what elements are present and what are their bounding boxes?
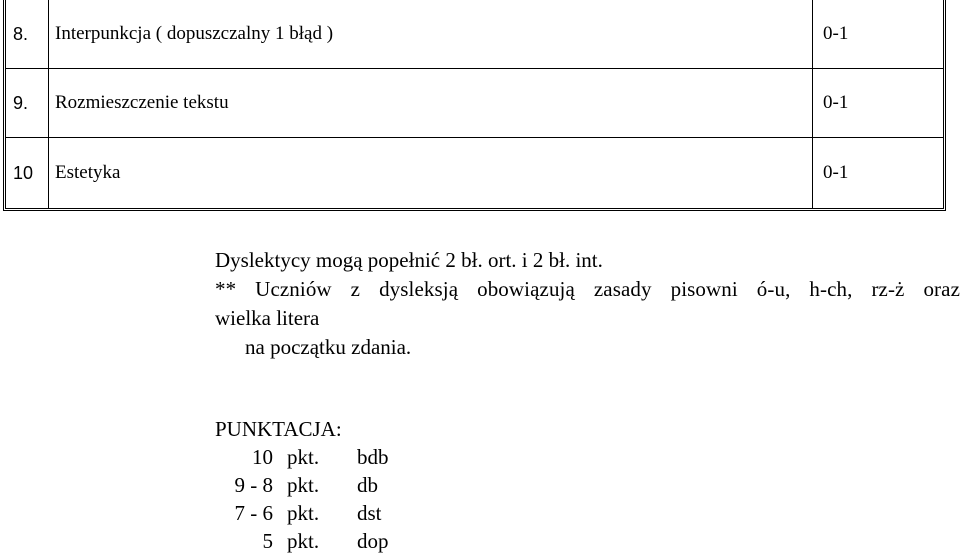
score-grade: dop [357,529,389,553]
dyslexia-errors-note: Dyslektycy mogą popełnić 2 bł. ort. i 2 bł. int. [215,248,603,272]
score-row [215,527,389,555]
score-range: 9 - 8 [234,473,273,497]
dyslexia-notes [215,246,960,362]
dyslexia-rules-note: ** Uczniów z dysleksją obowiązują zasady pisowni ó-u, h-ch, rz-ż oraz [215,277,960,301]
score-row [215,471,389,499]
dyslexia-rules-end: na początku zdania. [245,335,412,359]
score-range: 10 [252,445,273,469]
table-row [6,0,943,69]
score-unit: pkt. [287,473,320,497]
table-row [6,69,943,138]
score-grade: db [357,473,378,497]
score-grade: dst [357,501,382,525]
criteria-table [3,0,946,211]
score-unit: pkt. [287,501,320,525]
criterion-description: Interpunkcja ( dopuszczalny 1 błąd ) [49,0,813,69]
score-row [215,499,389,527]
scoring-section [215,415,389,555]
score-grade: bdb [357,445,389,469]
table-row [6,138,943,208]
dyslexia-rules-continuation: wielka litera [215,306,320,330]
score-row [215,443,389,471]
scoring-heading: PUNKTACJA: [215,417,342,441]
criterion-points: 0-1 [813,69,943,138]
score-unit: pkt. [287,529,320,553]
score-range: 5 [262,529,273,553]
score-unit: pkt. [287,445,320,469]
criterion-description: Rozmieszczenie tekstu [49,69,813,138]
criterion-points: 0-1 [823,162,849,183]
criterion-number: 8. [6,0,49,69]
criterion-points: 0-1 [813,0,943,69]
criterion-description: Estetyka [49,138,813,208]
criterion-number: 9. [6,69,49,138]
criterion-number: 10 [6,138,49,208]
score-range: 7 - 6 [234,501,273,525]
